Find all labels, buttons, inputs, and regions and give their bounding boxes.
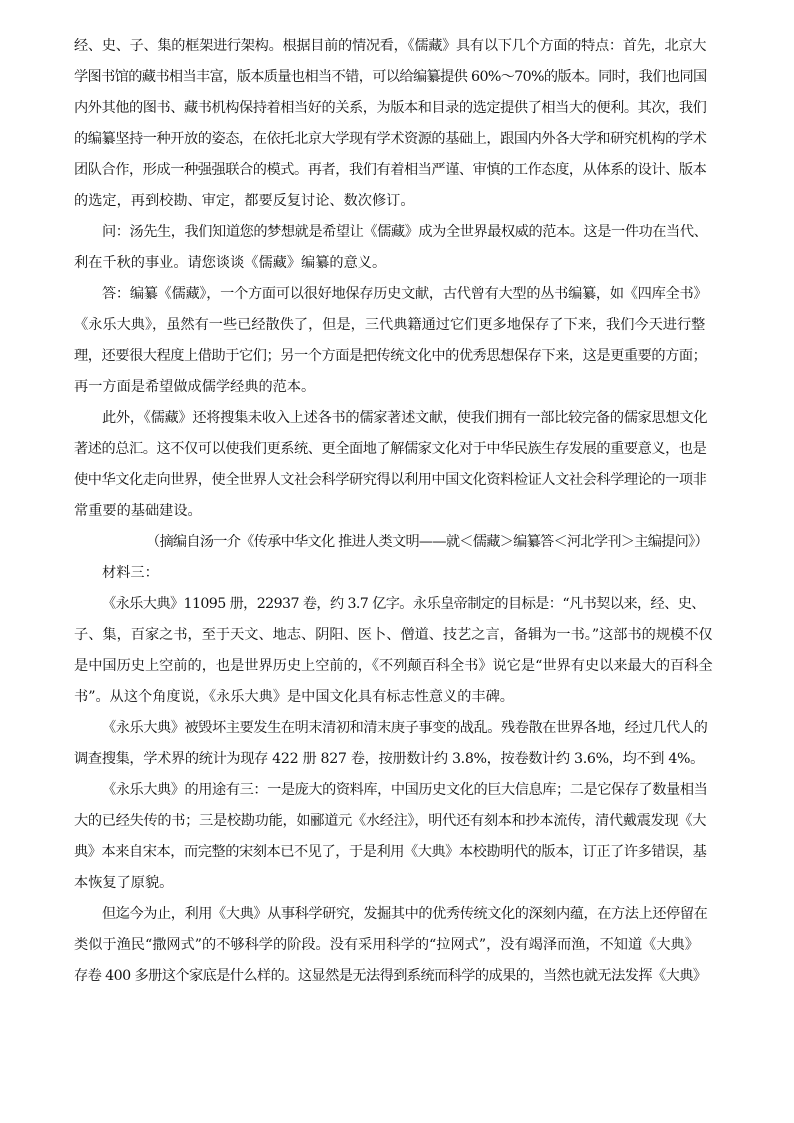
- paragraph-start: 此外，《儒藏》还将搜集未收入上述各书的儒家著述文献，使我们拥有一部比较完备的儒家思想文化: [102, 410, 708, 426]
- section-label: 材料三：: [102, 565, 159, 581]
- text-line: 典》本来自宋本，而完整的宋刻本已不见了，于是利用《大典》本校勘明代的版本，订正了许多错误，基: [74, 844, 707, 860]
- paragraph-start: 《永乐大典》的用途有三：一是庞大的资料库，中国历史文化的巨大信息库；二是它保存了数量相当: [102, 782, 708, 798]
- text-line: 使中华文化走向世界，使全世界人文社会科学研究得以利用中国文化资料检证人文社会科学理论的一项非: [74, 472, 707, 488]
- source-citation: （摘编自汤一介《传承中华文化 推进人类文明——就＜儒藏＞编纂答＜河北学刊＞主编提问》）: [146, 534, 708, 550]
- text-line: 子、集，百家之书，至于天文、地志、阴阳、医卜、僧道、技艺之言，备辑为一书。”这部书的规模不仅: [74, 627, 713, 643]
- text-line: 大的已经失传的书；三是校勘功能，如郦道元《水经注》，明代还有刻本和抄本流传，清代戴震发现《大: [74, 813, 707, 829]
- text-line: 本恢复了原貌。: [74, 875, 174, 891]
- text-line: 著述的总汇。这不仅可以使我们更系统、更全面地了解儒家文化对于中华民族生存发展的重要意义，也是: [74, 441, 707, 457]
- text-line: 团队合作，形成一种强强联合的模式。再者，我们有着相当严谨、审慎的工作态度，从体系的设计、版本: [74, 162, 707, 178]
- text-line: 存卷 400 多册这个家底是什么样的。这显然是无法得到系统而科学的成果的，当然也就无法发挥《大典》: [74, 968, 707, 984]
- paragraph-start: 《永乐大典》11095 册，22937 卷，约 3.7 亿字。永乐皇帝制定的目标是：“凡书契以来，经、史、: [102, 596, 705, 612]
- text-line: 经、史、子、集的框架进行架构。根据目前的情况看，《儒藏》具有以下几个方面的特点：首先，北京大: [74, 38, 707, 54]
- text-line: 常重要的基础建设。: [74, 503, 202, 519]
- text-line: 的编纂坚持一种开放的姿态，在依托北京大学现有学术资源的基础上，跟国内外各大学和研究机构的学术: [74, 131, 707, 147]
- text-line: 是中国历史上空前的，也是世界历史上空前的，《不列颠百科全书》说它是“世界有史以来最大的百科全: [74, 658, 713, 674]
- text-line: 利在千秋的事业。请您谈谈《儒藏》编纂的意义。: [74, 255, 387, 271]
- text-line: 《永乐大典》，虽然有一些已经散佚了，但是，三代典籍通过它们更多地保存了下来，我们今天进行整: [74, 317, 706, 333]
- text-line: 的选定，再到校勘、审定，都要反复讨论、数次修订。: [74, 193, 415, 209]
- text-line: 调查搜集，学术界的统计为现存 422 册 827 卷，按册数计约 3.8%，按卷数计约 3.6%，均不到 4%。: [74, 751, 705, 767]
- text-line: 类似于渔民“撒网式”的不够科学的阶段。没有采用科学的“拉网式”，没有竭泽而渔，不知道《大典》: [74, 937, 699, 953]
- text-line: 内外其他的图书、藏书机构保持着相当好的关系，为版本和目录的选定提供了相当大的便利。其次，我们: [74, 100, 707, 116]
- question-line: 问：汤先生，我们知道您的梦想就是希望让《儒藏》成为全世界最权威的范本。这是一件功在当代、: [102, 224, 708, 240]
- text-line: 理，还要很大程度上借助于它们；另一个方面是把传统文化中的优秀思想保存下来，这是更重要的方面；: [74, 348, 707, 364]
- paragraph-start: 但迄今为止，利用《大典》从事科学研究，发掘其中的优秀传统文化的深刻内蕴，在方法上还停留在: [102, 906, 708, 922]
- paragraph-start: 《永乐大典》被毁坏主要发生在明末清初和清末庚子事变的战乱。残卷散在世界各地，经过几代人的: [102, 720, 708, 736]
- text-line: 再一方面是希望做成儒学经典的范本。: [74, 379, 316, 395]
- answer-line: 答：编纂《儒藏》，一个方面可以很好地保存历史文献，古代曾有大型的丛书编纂，如《四库全书》: [102, 286, 708, 302]
- text-line: 书”。从这个角度说，《永乐大典》是中国文化具有标志性意义的丰碑。: [74, 689, 514, 705]
- text-line: 学图书馆的藏书相当丰富，版本质量也相当不错，可以给编纂提供 60%～70%的版本。同时，我们也同国: [74, 69, 707, 85]
